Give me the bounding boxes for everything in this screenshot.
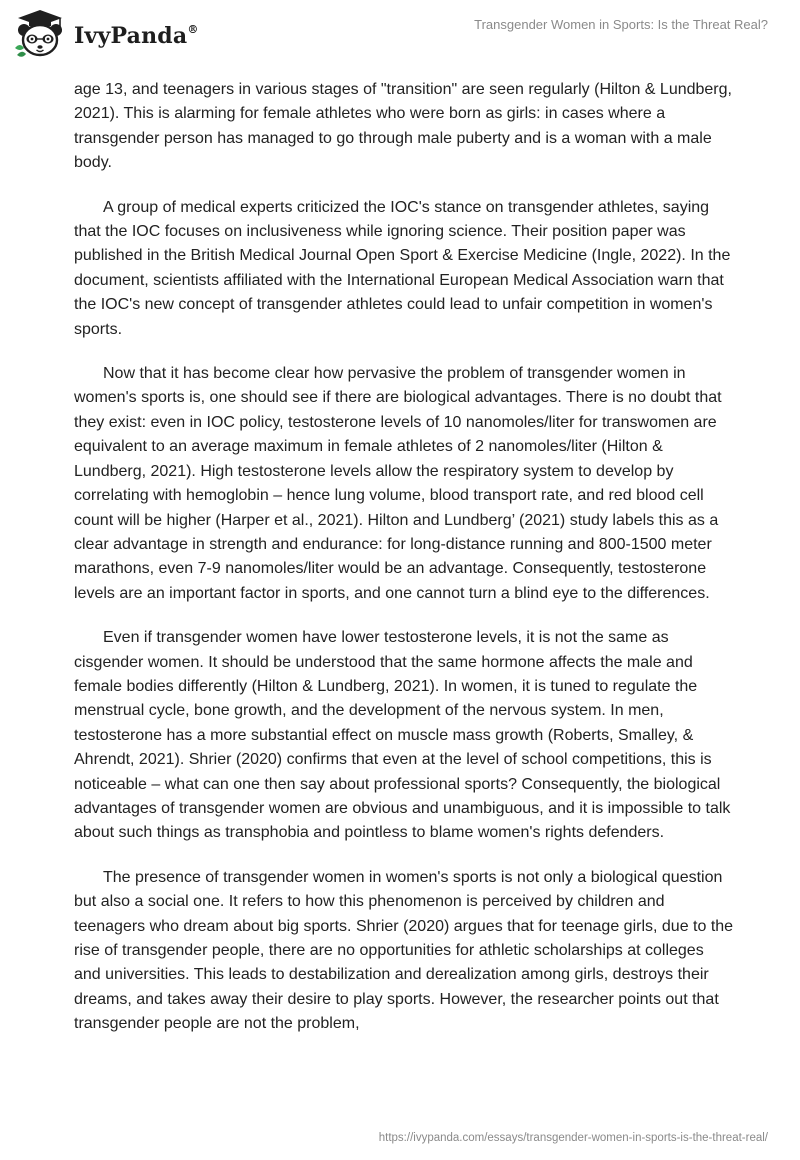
panda-graduate-icon [12, 8, 68, 60]
source-url[interactable]: https://ivypanda.com/essays/transgender-women-in-sports-is-the-threat-real/ [378, 1132, 768, 1144]
paragraph: Now that it has become clear how pervasive the problem of transgender women in women's sports is, one should see if there are biological advantages. There is no doubt that they exist: even in IOC policy, testosterone levels of 10 nanomoles/liter for transwomen are equivalent to an average maximum in female athletes of 2 nanomoles/liter (Hilton & Lundberg, 2021). High testosterone levels allow the respiratory system to develop by correlating with hemoglobin – hence lung volume, blood transport rate, and red blood cell count will be higher (Harper et al., 2021). Hilton and Lundberg’ (2021) study labels this as a clear advantage in strength and endurance: for long-distance running and 800-1500 meter marathons, even 7-9 nanomoles/liter would be an advantage. Consequently, testosterone levels are an important factor in sports, and one cannot turn a blind eye to the differences. [74, 365, 722, 602]
essay-body [74, 78, 734, 1057]
paragraph: Even if transgender women have lower testosterone levels, it is not the same as cisgender women. It should be understood that the same hormone affects the male and female bodies differently (Hilton & Lundberg, 2021). In women, it is tuned to regulate the menstrual cycle, bone growth, and the development of the nervous system. In men, testosterone has a more substantial effect on muscle mass growth (Roberts, Smalley, & Ahrendt, 2021). Shrier (2020) confirms that even at the level of school competitions, this is noticeable – what can one then say about professional sports? Consequently, the biological advantages of transgender women are obvious and unambiguous, and it is impossible to talk about such things as transphobia and pointless to blame women's rights defenders. [74, 629, 731, 842]
paragraph: A group of medical experts criticized the IOC's stance on transgender athletes, saying that the IOC focuses on inclusiveness while ignoring science. Their position paper was published in the British Medical Journal Open Sport & Exercise Medicine (Ingle, 2022). In the document, scientists affiliated with the International European Medical Association warn that the IOC's new concept of transgender athletes could lead to unfair competition in women's sports. [74, 198, 731, 338]
logo-name: IvyPanda [74, 23, 188, 49]
registered-mark: ® [187, 22, 199, 36]
ivypanda-logo[interactable] [12, 8, 199, 60]
page-header [0, 0, 800, 70]
paragraph: The presence of transgender women in women's sports is not only a biological question but also a social one. It refers to how this phenomenon is perceived by children and teenagers who dream about big sports. Shrier (2020) argues that for teenage girls, due to the rise of transgender people, there are no opportunities for athletic scholarships at colleges and universities. This leads to destabilization and derealization among girls, destroys their dreams, and takes away their desire to play sports. However, the researcher points out that transgender people are not the problem, [74, 868, 734, 1033]
paragraph: age 13, and teenagers in various stages of "transition" are seen regularly (Hilton & Lundberg, 2021). This is alarming for female athletes who were born as girls: in cases where a transgender person has managed to go through male puberty and is a woman with a male body. [74, 81, 732, 172]
document-title: Transgender Women in Sports: Is the Threat Real? [474, 17, 768, 32]
logo-wordmark [74, 23, 199, 49]
